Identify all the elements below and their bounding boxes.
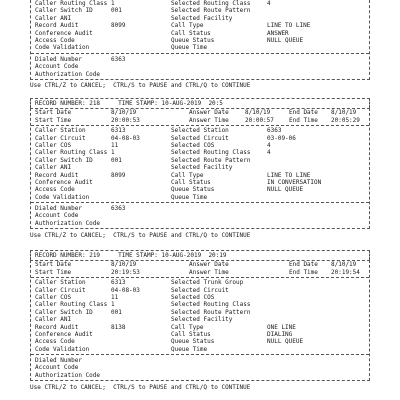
caller-routing-class: 1 xyxy=(111,0,115,7)
caller-ani: Caller ANI xyxy=(35,164,72,172)
start-date: 8/10/19 xyxy=(111,109,137,117)
right-first-value: 6363 xyxy=(267,127,282,135)
end-time: End Time xyxy=(289,268,318,276)
dialed-number: 6363 xyxy=(111,55,126,63)
account-code: Account Code xyxy=(35,212,79,220)
selected-facility: Selected Facility xyxy=(171,316,233,324)
end-date: End Date xyxy=(289,109,318,117)
caller-station: 6313 xyxy=(111,127,126,135)
call-status: IN CONVERSATION xyxy=(267,178,322,186)
call-type: ONE LINE xyxy=(267,323,296,331)
time-stamp: TIME STAMP: xyxy=(118,100,158,107)
authorization-code: Authorization Code xyxy=(35,219,101,227)
caller-routing-class: Caller Routing Class xyxy=(35,0,108,7)
selected-route-pattern: Selected Route Pattern xyxy=(171,7,251,15)
selected-routing-class: 4 xyxy=(267,149,271,157)
record-number: 218 xyxy=(89,100,101,107)
answer-date xyxy=(245,261,289,268)
selected-cos: 4 xyxy=(267,141,271,149)
conference-audit: Conference Audit xyxy=(35,29,93,37)
record-header xyxy=(30,250,370,260)
caller-switch-id: Caller Switch ID xyxy=(35,7,93,15)
answer-date: 8/10/19 xyxy=(245,109,271,117)
record-audit: Record Audit xyxy=(35,171,79,179)
access-code: Access Code xyxy=(35,36,75,44)
start-time: 20:00:53 xyxy=(111,116,140,124)
start-time: Start Time xyxy=(35,268,72,276)
record-218 xyxy=(30,98,370,229)
selected-facility: Selected Facility xyxy=(171,164,233,172)
caller-circuit: 04-08-03 xyxy=(111,286,140,294)
record-number: RECORD NUMBER: xyxy=(35,100,86,107)
end-date: 8/10/19 xyxy=(331,109,357,117)
instruction-line: Use CTRL/Z to CANCEL; CTRL/S to PAUSE and CTRL/Q to CONTINUE xyxy=(30,82,251,89)
call-status: DIALING xyxy=(267,330,293,338)
caller-ani: Caller ANI xyxy=(35,316,72,324)
instruction-line: Use CTRL/Z to CANCEL; CTRL/S to PAUSE and CTRL/Q to CONTINUE xyxy=(30,232,251,239)
authorization-code: Authorization Code xyxy=(35,70,101,78)
answer-time: 20:00:57 xyxy=(245,116,274,124)
caller-switch-id: Caller Switch ID xyxy=(35,308,93,316)
selected-route-pattern: Selected Route Pattern xyxy=(171,308,251,316)
right-first-value xyxy=(267,279,365,286)
dialed-number: Dialed Number xyxy=(35,55,82,63)
selected-cos: Selected COS xyxy=(171,293,215,301)
selected-routing-class: 4 xyxy=(267,0,271,7)
end-time: End Time xyxy=(289,116,318,124)
selected-circuit: Selected Circuit xyxy=(171,286,229,294)
record-number: 219 xyxy=(89,252,101,259)
time-stamp: 10-AUG-2019 20:5 xyxy=(161,100,223,107)
conference-audit: Conference Audit xyxy=(35,330,93,338)
selected-cos: Selected COS xyxy=(171,141,215,149)
selected-route-pattern: Selected Route Pattern xyxy=(171,156,251,164)
code-validation: Code Validation xyxy=(35,193,90,201)
queue-status: NULL QUEUE xyxy=(267,186,304,194)
call-status: Call Status xyxy=(171,178,211,186)
call-status: Call Status xyxy=(171,29,211,37)
caller-cos: 11 xyxy=(111,293,119,301)
authorization-code: Authorization Code xyxy=(35,371,101,379)
selected-circuit xyxy=(267,287,365,294)
dialed-number: 6363 xyxy=(111,205,126,213)
call-type: LINE TO LINE xyxy=(267,22,311,30)
caller-cos: 11 xyxy=(111,141,119,149)
record-header xyxy=(30,98,370,108)
record-audit: 8138 xyxy=(111,323,126,331)
code-validation: Code Validation xyxy=(35,44,90,52)
selected-circuit: 03-09-06 xyxy=(267,134,296,142)
selected-routing-class: Selected Routing Class xyxy=(171,0,251,7)
selected-routing-class: Selected Routing Class xyxy=(171,149,251,157)
instruction-line: Use CTRL/Z to CANCEL; CTRL/S to PAUSE and CTRL/Q to CONTINUE xyxy=(30,384,251,391)
caller-cos: Caller COS xyxy=(35,141,72,149)
call-type: Call Type xyxy=(171,323,204,331)
selected-cos xyxy=(267,294,365,301)
selected-routing-class: Selected Routing Class xyxy=(171,301,251,309)
queue-status: Queue Status xyxy=(171,186,215,194)
caller-switch-id: 001 xyxy=(111,7,122,15)
start-date: 8/10/19 xyxy=(111,261,137,269)
caller-cos: Caller COS xyxy=(35,293,72,301)
selected-circuit: Selected Circuit xyxy=(171,134,229,142)
call-status: Call Status xyxy=(171,330,211,338)
queue-time: Queue Time xyxy=(171,345,208,353)
call-type: LINE TO LINE xyxy=(267,171,311,179)
end-date: End Date xyxy=(289,261,318,269)
access-code: Access Code xyxy=(35,186,75,194)
caller-switch-id: Caller Switch ID xyxy=(35,156,93,164)
caller-circuit: Caller Circuit xyxy=(35,286,86,294)
conference-audit: Conference Audit xyxy=(35,178,93,186)
call-status: ANSWER xyxy=(267,29,289,37)
caller-circuit: Caller Circuit xyxy=(35,134,86,142)
record-audit: 8099 xyxy=(111,22,126,30)
answer-date: Answer Date xyxy=(189,109,229,117)
caller-routing-class: 1 xyxy=(111,149,115,157)
code-validation: Code Validation xyxy=(35,345,90,353)
right-first-label: Selected Trunk Group xyxy=(171,279,244,287)
dialed-number: Dialed Number xyxy=(35,357,82,365)
start-date: Start Date xyxy=(35,109,72,117)
caller-station: Caller Station xyxy=(35,127,86,135)
caller-switch-id: 001 xyxy=(111,308,122,316)
dialed-number xyxy=(111,357,171,364)
time-stamp: TIME STAMP: xyxy=(118,252,158,259)
record-number: RECORD NUMBER: xyxy=(35,252,86,259)
caller-routing-class: 1 xyxy=(111,301,115,309)
dialed-number: Dialed Number xyxy=(35,205,82,213)
answer-date: Answer Date xyxy=(189,261,229,269)
queue-time: Queue Time xyxy=(171,44,208,52)
answer-time xyxy=(245,269,289,276)
record-audit: 8099 xyxy=(111,171,126,179)
start-time: 20:19:53 xyxy=(111,268,140,276)
partial-record xyxy=(30,0,370,80)
access-code: Access Code xyxy=(35,338,75,346)
account-code: Account Code xyxy=(35,63,79,71)
start-date: Start Date xyxy=(35,261,72,269)
caller-switch-id: 001 xyxy=(111,156,122,164)
end-date: 8/10/19 xyxy=(331,261,357,269)
end-time: 20:19:54 xyxy=(331,268,360,276)
caller-station: Caller Station xyxy=(35,279,86,287)
record-audit: Record Audit xyxy=(35,22,79,30)
start-time: Start Time xyxy=(35,116,72,124)
caller-routing-class: Caller Routing Class xyxy=(35,301,108,309)
queue-status: Queue Status xyxy=(171,36,215,44)
queue-status: Queue Status xyxy=(171,338,215,346)
record-219 xyxy=(30,250,370,381)
right-first-label: Selected Station xyxy=(171,127,229,135)
answer-time: Answer Time xyxy=(189,116,229,124)
end-time: 20:05:29 xyxy=(331,116,360,124)
selected-facility: Selected Facility xyxy=(171,14,233,22)
selected-routing-class xyxy=(267,301,365,308)
caller-ani: Caller ANI xyxy=(35,14,72,22)
answer-time: Answer Time xyxy=(189,268,229,276)
call-type: Call Type xyxy=(171,171,204,179)
record-audit: Record Audit xyxy=(35,323,79,331)
queue-status: NULL QUEUE xyxy=(267,338,304,346)
call-type: Call Type xyxy=(171,22,204,30)
account-code: Account Code xyxy=(35,364,79,372)
caller-circuit: 04-08-03 xyxy=(111,134,140,142)
queue-status: NULL QUEUE xyxy=(267,36,304,44)
time-stamp: 10-AUG-2019 20:19 xyxy=(161,252,227,259)
caller-station: 6313 xyxy=(111,279,126,287)
queue-time: Queue Time xyxy=(171,193,208,201)
caller-routing-class: Caller Routing Class xyxy=(35,149,108,157)
